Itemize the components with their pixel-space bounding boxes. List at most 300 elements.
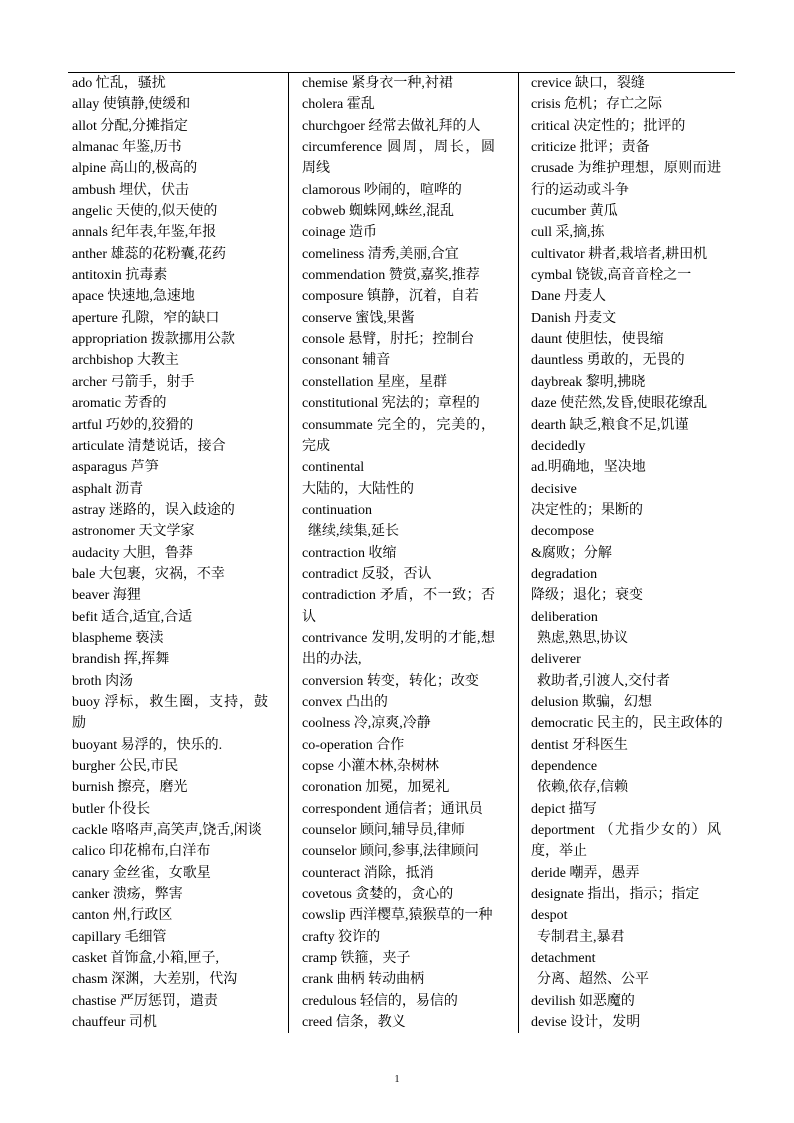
vocab-entry	[302, 500, 495, 543]
vocab-entry	[302, 393, 495, 414]
vocab-entry	[302, 628, 495, 671]
entry-definition: 溃疡，弊害	[112, 887, 183, 903]
entry-word: audacity	[72, 545, 120, 561]
vocab-entry	[72, 372, 268, 393]
vocab-entry	[72, 607, 268, 628]
entry-definition: 如恶魔的	[578, 993, 635, 1009]
vocab-entry	[72, 820, 268, 841]
vocab-entry	[531, 158, 721, 201]
entry-word: coronation	[302, 780, 362, 796]
entry-definition: 州,行政区	[112, 908, 173, 924]
entry-definition: 使胆怯，使畏缩	[565, 332, 664, 348]
entry-definition: 缺口，裂缝	[574, 76, 645, 91]
entry-word: chemise	[302, 76, 348, 91]
vocab-entry	[72, 543, 268, 564]
entry-definition: 纪年表,年鉴,年报	[111, 225, 217, 241]
vocab-entry	[531, 244, 721, 265]
vocab-entry	[302, 350, 495, 371]
entry-word: canary	[72, 865, 110, 881]
entry-word: covetous	[302, 887, 352, 903]
entry-word: daybreak	[531, 374, 583, 390]
entry-definition: 印花棉布,白洋布	[108, 844, 211, 860]
entry-word: aromatic	[72, 396, 121, 412]
vocab-entry	[72, 244, 268, 265]
entry-definition: 通信者；通讯员	[384, 801, 483, 817]
entry-definition: 镇静，沉着，自若	[366, 289, 479, 305]
entry-word: decidedly	[531, 438, 586, 454]
entry-definition: 抗毒素	[125, 268, 168, 284]
entry-word: archbishop	[72, 353, 134, 369]
entry-definition: 严厉惩罚，遣责	[119, 993, 218, 1009]
entry-definition: 大陆的，大陆性的	[302, 481, 414, 497]
vocab-entry	[72, 777, 268, 798]
entry-word: continental	[302, 460, 365, 476]
entry-definition: 批评；责备	[579, 140, 650, 156]
entry-definition: 经常去做礼拜的人	[368, 118, 481, 134]
entry-definition: 救助者,引渡人,交付者	[537, 673, 670, 689]
entry-word: cholera	[302, 97, 344, 113]
entry-definition: 黄瓜	[589, 204, 618, 220]
vocab-entry	[72, 649, 268, 670]
entry-definition: 易浮的，快乐的.	[120, 737, 223, 753]
page-number: 1	[394, 1074, 400, 1085]
entry-word: astray	[72, 502, 106, 518]
entry-word: almanac	[72, 140, 119, 156]
entry-word: delusion	[531, 694, 579, 710]
vocab-entry	[72, 116, 268, 137]
entry-word: daze	[531, 396, 557, 412]
entry-word: counselor	[302, 844, 357, 860]
entry-definition: 顾问,参事,法律顾问	[359, 844, 479, 860]
entry-definition: 合作	[376, 737, 405, 753]
vocab-entry	[531, 884, 721, 905]
entry-word: deportment	[531, 823, 595, 839]
entry-definition: 发明,发明的才能,想出的办法,	[302, 630, 496, 668]
vocab-entry	[531, 607, 721, 650]
entry-definition: 加冕，加冕礼	[365, 780, 450, 796]
entry-definition: 依赖,依存,信赖	[537, 780, 628, 796]
entry-word: degradation	[531, 566, 598, 582]
entry-word: canker	[72, 887, 110, 903]
entry-definition: 冷,凉爽,冷静	[353, 716, 431, 732]
vocab-entry	[531, 1012, 721, 1033]
entry-word: artful	[72, 417, 103, 433]
entry-word: credulous	[302, 993, 357, 1009]
vocab-entry	[531, 905, 721, 948]
entry-definition: 民主的，民主政体的	[596, 716, 723, 732]
entry-word: Danish	[531, 310, 571, 326]
entry-definition: 快速地,急速地	[107, 289, 195, 305]
vocab-entry	[531, 521, 721, 564]
entry-word: contradict	[302, 566, 358, 582]
vocab-entry	[302, 735, 495, 756]
entry-word: buoy	[72, 694, 100, 710]
entry-definition: 描写	[568, 801, 597, 817]
entry-word: ado	[72, 76, 93, 91]
entry-definition: 丹麦人	[564, 289, 607, 305]
entry-definition: 大教主	[136, 353, 179, 369]
vocab-entry	[72, 222, 268, 243]
entry-word: critical	[531, 118, 570, 134]
entry-definition: 忙乱，骚扰	[95, 76, 166, 91]
entry-definition: 决定性的；批评的	[573, 118, 686, 134]
entry-definition: 欺骗，幻想	[581, 694, 652, 710]
vocab-column-1	[72, 73, 268, 1033]
vocab-entry	[531, 649, 721, 692]
entry-definition: 蜜饯,果酱	[355, 310, 415, 326]
entry-definition: 霍乱	[346, 97, 375, 113]
entry-word: commendation	[302, 268, 386, 284]
entry-word: angelic	[72, 204, 113, 220]
entry-word: co-operation	[302, 737, 373, 753]
entry-definition: 降级；退化；衰变	[531, 588, 643, 604]
vocab-entry	[302, 286, 495, 307]
entry-definition: 芳香的	[124, 396, 167, 412]
entry-word: correspondent	[302, 801, 382, 817]
entry-word: constitutional	[302, 396, 379, 412]
entry-definition: 高山的,极高的	[109, 161, 198, 177]
entry-definition: 金丝雀，女歌星	[112, 865, 211, 881]
vocab-entry	[72, 308, 268, 329]
entry-word: dependence	[531, 759, 598, 774]
vocab-entry	[531, 372, 721, 393]
entry-word: blaspheme	[72, 630, 132, 646]
entry-definition: 埋伏，伏击	[119, 182, 190, 198]
vocab-entry	[302, 713, 495, 734]
entry-word: crafty	[302, 929, 335, 945]
entry-definition: 深渊，大差别，代沟	[111, 972, 238, 988]
vocab-entry	[72, 500, 268, 521]
vocab-entry	[302, 457, 495, 500]
vocab-entry	[302, 180, 495, 201]
entry-definition: 铁箍，夹子	[340, 951, 411, 967]
entry-word: constellation	[302, 374, 374, 390]
entry-word: canton	[72, 908, 110, 924]
vocab-entry	[72, 863, 268, 884]
vocab-entry	[72, 521, 268, 542]
entry-definition: 司机	[128, 1015, 157, 1031]
entry-definition: 危机；存亡之际	[564, 97, 663, 113]
entry-definition: 清楚说话，接合	[127, 438, 226, 454]
vocab-entry	[531, 948, 721, 991]
vocab-entry	[531, 415, 721, 436]
entry-definition: 采,摘,拣	[555, 225, 605, 241]
entry-definition: 嘲弄，愚弄	[569, 865, 640, 881]
entry-word: deride	[531, 865, 566, 881]
vocab-entry	[302, 73, 495, 94]
entry-definition: 分配,分摊指定	[100, 118, 188, 134]
entry-definition: 专制君主,暴君	[537, 929, 625, 945]
entry-word: crank	[302, 972, 334, 988]
vocab-entry	[72, 884, 268, 905]
entry-definition: 浮标，救生圈，支持，鼓励	[72, 694, 269, 732]
vocab-entry	[531, 479, 721, 522]
vocab-entry	[302, 265, 495, 286]
entry-word: cucumber	[531, 204, 587, 220]
vocab-entry	[302, 756, 495, 777]
entry-definition: 公民,市民	[118, 759, 179, 774]
entry-word: crisis	[531, 97, 561, 113]
entry-word: decisive	[531, 481, 577, 497]
entry-word: butler	[72, 801, 105, 817]
vocab-entry	[72, 329, 268, 350]
entry-definition: 适合,适宜,合适	[101, 609, 193, 625]
entry-definition: （尤指少女的）风度，举止	[531, 823, 722, 860]
vocab-entry	[302, 863, 495, 884]
entry-definition: 为维护理想，原则而进行的运动或斗争	[531, 161, 722, 198]
vocab-entry	[302, 884, 495, 905]
entry-definition: 转变，转化；改变	[366, 673, 479, 689]
vocab-entry	[302, 564, 495, 585]
entry-word: crusade	[531, 161, 574, 177]
entry-definition: 弓箭手，射手	[110, 374, 195, 390]
vocab-entry	[302, 415, 495, 458]
entry-word: asphalt	[72, 481, 112, 497]
entry-definition: 亵渎	[135, 630, 164, 646]
vocab-entry	[302, 94, 495, 115]
entry-definition: 沥青	[115, 481, 144, 497]
vocab-column-3	[531, 73, 721, 1033]
vocab-entry	[72, 671, 268, 692]
entry-word: cobweb	[302, 204, 346, 220]
vocab-entry	[72, 756, 268, 777]
entry-definition: 分离、超然、公平	[537, 972, 649, 988]
entry-word: conserve	[302, 310, 352, 326]
entry-definition: 紧身衣一种,衬裙	[351, 76, 453, 91]
vocab-entry	[72, 735, 268, 756]
entry-word: apace	[72, 289, 104, 305]
entry-definition: 咯咯声,高笑声,饶舌,闲谈	[111, 823, 262, 839]
vocab-entry	[302, 1012, 495, 1033]
vocab-entry	[531, 222, 721, 243]
vocab-entry	[531, 756, 721, 799]
entry-definition: 黎明,拂晓	[585, 374, 646, 390]
vocab-entry	[72, 457, 268, 478]
column-divider	[288, 72, 289, 1033]
entry-word: coinage	[302, 225, 346, 241]
vocab-entry	[302, 201, 495, 222]
vocab-entry	[531, 799, 721, 820]
entry-definition: 丹麦文	[574, 310, 617, 326]
entry-word: clamorous	[302, 182, 361, 198]
vocab-entry	[72, 991, 268, 1012]
vocab-entry	[72, 585, 268, 606]
vocab-entry	[531, 436, 721, 479]
vocab-entry	[302, 799, 495, 820]
entry-word: dentist	[531, 737, 569, 753]
vocab-entry	[531, 73, 721, 94]
vocab-entry	[72, 692, 268, 735]
vocab-entry	[302, 692, 495, 713]
vocab-entry	[72, 201, 268, 222]
vocab-entry	[531, 94, 721, 115]
entry-definition: 天文学家	[138, 524, 195, 540]
vocab-entry	[72, 415, 268, 436]
entry-definition: 耕者,栽培者,耕田机	[588, 246, 708, 262]
entry-word: circumference	[302, 140, 383, 156]
entry-word: depict	[531, 801, 566, 817]
entry-definition: 曲柄 转动曲柄	[336, 972, 425, 988]
entry-word: allay	[72, 97, 100, 113]
vocab-entry	[531, 137, 721, 158]
entry-definition: 圆周，周长，圆周线	[302, 140, 496, 177]
entry-word: buoyant	[72, 737, 118, 753]
vocab-entry	[531, 329, 721, 350]
entry-word: console	[302, 332, 345, 348]
vocab-entry	[531, 393, 721, 414]
entry-word: astronomer	[72, 524, 135, 540]
entry-word: capillary	[72, 929, 121, 945]
entry-word: brandish	[72, 652, 121, 668]
entry-definition: 迷路的，误入歧途的	[108, 502, 235, 518]
entry-definition: 首饰盒,小箱,匣子,	[110, 951, 219, 967]
vocab-entry	[72, 1012, 268, 1033]
entry-definition: 仆役长	[108, 801, 151, 817]
entry-definition: 西洋樱草,猿猴草的一种	[349, 908, 493, 924]
vocab-entry	[302, 969, 495, 990]
vocab-entry	[72, 393, 268, 414]
vocab-entry	[72, 628, 268, 649]
entry-word: cowslip	[302, 908, 346, 924]
vocab-entry	[531, 308, 721, 329]
entry-word: dearth	[531, 417, 566, 433]
entry-word: appropriation	[72, 332, 148, 348]
entry-definition: 反驳，否认	[361, 566, 432, 582]
entry-definition: 吵闹的，喧哗的	[363, 182, 462, 198]
entry-word: criticize	[531, 140, 577, 156]
entry-definition: 凸出的	[345, 694, 388, 710]
entry-definition: 指出，指示；指定	[587, 887, 700, 903]
entry-word: chauffeur	[72, 1015, 126, 1031]
vocab-entry	[302, 820, 495, 841]
entry-word: archer	[72, 374, 107, 390]
entry-word: chastise	[72, 993, 117, 1009]
vocab-entry	[72, 265, 268, 286]
entry-definition: 孔隙，窄的缺口	[121, 310, 220, 326]
vocab-entry	[531, 692, 721, 713]
vocab-entry	[531, 863, 721, 884]
vocab-entry	[302, 991, 495, 1012]
vocab-entry	[531, 564, 721, 607]
entry-word: burnish	[72, 780, 114, 796]
entry-definition: 擦亮，磨光	[117, 780, 188, 796]
vocab-entry	[72, 841, 268, 862]
entry-word: copse	[302, 759, 334, 774]
vocab-entry	[72, 158, 268, 179]
entry-definition: ad.明确地，坚决地	[531, 460, 646, 476]
entry-definition: 大包裹，灾祸，不幸	[98, 566, 225, 582]
entry-word: anther	[72, 246, 107, 262]
vocab-entry	[72, 436, 268, 457]
vocab-entry	[72, 969, 268, 990]
entry-word: continuation	[302, 502, 372, 518]
entry-word: cackle	[72, 823, 108, 839]
entry-definition: 设计，发明	[570, 1015, 641, 1031]
entry-word: contraction	[302, 545, 365, 561]
entry-definition: 消除，抵消	[363, 865, 434, 881]
entry-word: democratic	[531, 716, 594, 732]
vocab-entry	[531, 735, 721, 756]
vocab-entry	[302, 308, 495, 329]
vocab-entry	[302, 222, 495, 243]
vocab-entry	[302, 543, 495, 564]
entry-word: daunt	[531, 332, 563, 348]
vocab-entry	[72, 137, 268, 158]
entry-definition: 芦笋	[130, 460, 159, 476]
entry-word: casket	[72, 951, 107, 967]
entry-definition: 雄蕊的花粉囊,花药	[110, 246, 226, 262]
entry-definition: 继续,续集,延长	[308, 524, 399, 540]
entry-definition: 巧妙的,狡猾的	[105, 417, 194, 433]
vocab-entry	[531, 265, 721, 286]
entry-word: annals	[72, 225, 108, 241]
vocab-entry	[302, 948, 495, 969]
entry-definition: 使镇静,使缓和	[102, 97, 191, 113]
entry-definition: &腐败；分解	[531, 545, 612, 561]
entry-definition: 拨款挪用公款	[150, 332, 235, 348]
entry-word: antitoxin	[72, 268, 122, 284]
vocab-entry	[531, 116, 721, 137]
vocab-entry	[531, 991, 721, 1012]
entry-word: coolness	[302, 716, 351, 732]
entry-definition: 赞赏,嘉奖,推荐	[388, 268, 480, 284]
vocab-column-2	[302, 73, 495, 1033]
entry-definition: 天使的,似天使的	[115, 204, 218, 220]
entry-word: devilish	[531, 993, 576, 1009]
vocab-entry	[72, 905, 268, 926]
entry-word: contradiction	[302, 588, 376, 604]
entry-definition: 决定性的；果断的	[531, 502, 643, 518]
entry-word: calico	[72, 844, 106, 860]
entry-word: dauntless	[531, 353, 584, 369]
entry-word: cramp	[302, 951, 337, 967]
vocab-entry	[531, 286, 721, 307]
entry-definition: 毛细管	[124, 929, 167, 945]
entry-word: articulate	[72, 438, 125, 454]
vocab-entry	[72, 350, 268, 371]
entry-word: despot	[531, 908, 568, 924]
entry-definition: 完全的，完美的，完成	[302, 417, 496, 454]
entry-word: composure	[302, 289, 364, 305]
entry-definition: 造币	[349, 225, 378, 241]
vocab-entry	[531, 350, 721, 371]
vocab-entry	[531, 713, 721, 734]
entry-definition: 大胆，鲁莽	[122, 545, 193, 561]
entry-word: cultivator	[531, 246, 585, 262]
entry-definition: 小灌木林,杂树林	[337, 759, 439, 774]
vocab-entry	[72, 948, 268, 969]
entry-definition: 蜘蛛网,蛛丝,混乱	[349, 204, 455, 220]
vocab-entry	[302, 927, 495, 948]
entry-word: counteract	[302, 865, 361, 881]
entry-definition: 贪婪的，贪心的	[355, 887, 454, 903]
vocab-entry	[302, 841, 495, 862]
vocab-entry	[72, 286, 268, 307]
entry-definition: 信条，教义	[335, 1015, 406, 1031]
entry-definition: 缺乏,粮食不足,饥谨	[569, 417, 689, 433]
entry-definition: 星座，星群	[377, 374, 448, 390]
entry-word: crevice	[531, 76, 572, 91]
vocab-entry	[302, 905, 495, 926]
entry-word: allot	[72, 118, 97, 134]
vocab-entry	[72, 927, 268, 948]
entry-word: broth	[72, 673, 102, 689]
vocab-entry	[72, 73, 268, 94]
entry-definition: 收缩	[368, 545, 397, 561]
entry-word: burgher	[72, 759, 116, 774]
entry-definition: 悬臂，肘托；控制台	[348, 332, 475, 348]
entry-definition: 年鉴,历书	[122, 140, 182, 156]
